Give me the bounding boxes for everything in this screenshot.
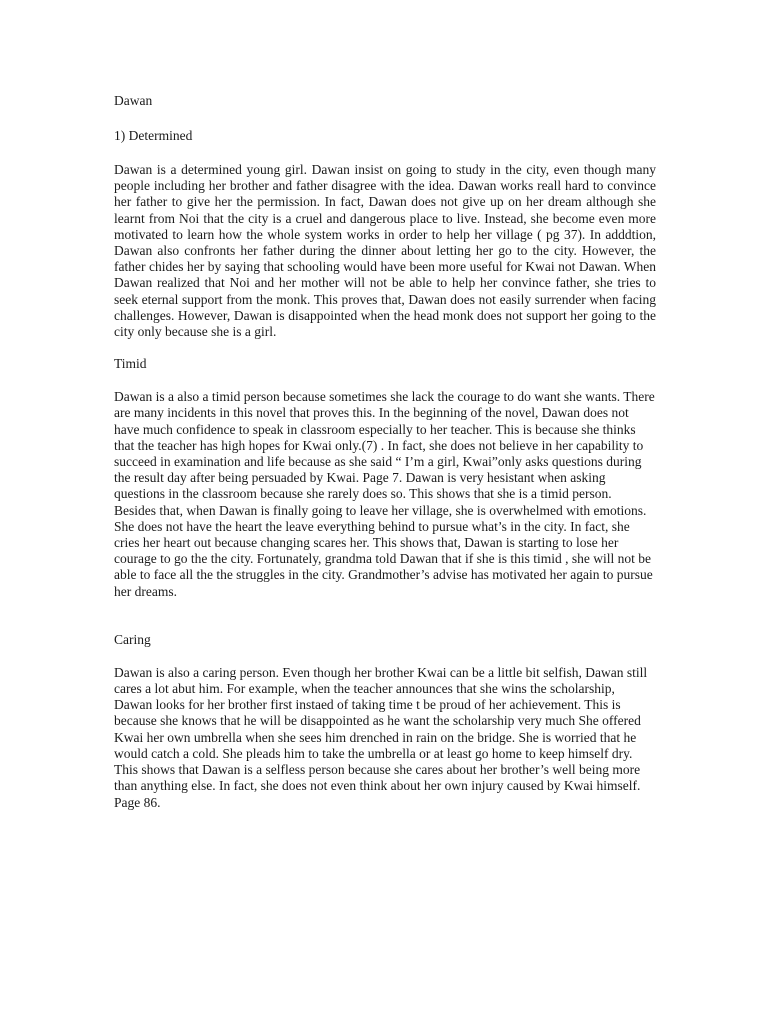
section-text-determined: Dawan is a determined young girl. Dawan insist on going to study in the city, even though many people including her brother and father disagree with the idea. Dawan works reall hard to convince her father to give her the permission. In fact, Dawan does not give up on her dream although she learnt from Noi that the city is a cruel and dangerous place to live. Instead, she become even more motivated to learn how the whole system works in order to help her village ( pg 37). In adddtion, Dawan also confronts her father during the dinner about letting her go to the city. However, the father chides her by saying that schooling would have been more useful for Kwai not Dawan. When Dawan realized that Noi and her mother will not be able to help her convince father, she tries to seek eternal support from the monk. This proves that, Dawan does not easily surrender when facing challenges. However, Dawan is disappointed when the head monk does not support her going to the city only because she is a girl. <box>114 162 656 340</box>
section-heading-caring: Caring <box>114 631 151 647</box>
section-heading-timid: Timid <box>114 356 147 372</box>
section-text-caring: Dawan is also a caring person. Even though her brother Kwai can be a little bit selfish, Dawan still cares a lot abut him. For example, when the teacher announces that she wins the scholarship, Dawan looks for her brother first instaed of taking time t be proud of her achievement. This is because she knows that he will be disappointed as he want the scholarship very much She offered Kwai her own umbrella when she sees him drenched in rain on the bridge. She is worried that he would catch a cold. She pleads him to take the umbrella or at least go home to keep himself dry. This shows that Dawan is a selfless person because she cares about her brother’s well being more than anything else. In fact, she does not even think about her own injury caused by Kwai himself. Page 86. <box>114 664 648 810</box>
document-title: Dawan <box>114 93 153 108</box>
section-text-timid: Dawan is a also a timid person because sometimes she lack the courage to do want she wants. There are many incidents in this novel that proves this. In the beginning of the novel, Dawan does not have much confidence to speak in classroom especially to her teacher. This is because she thinks that the teacher has high hopes for Kwai only.(7) . In fact, she does not believe in her capability to succeed in examination and life because as she said “ I’m a girl, Kwai”only asks questions during the result day after being persuaded by Kwai. Page 7. Dawan is very hesistant when asking questions in the classroom because she rarely does so. This shows that she is a timid person. Besides that, when Dawan is finally going to leave her village, she is overwhelmed with emotions. She does not have the heart the leave everything behind to pursue what’s in the city. In fact, she cries her heart out because changing scares her. This shows that, Dawan is starting to lose her courage to go the the city. Fortunately, grandma told Dawan that if she is this timid , she will not be able to face all the the struggles in the city. Grandmother’s advise has motivated her again to pursue her dreams. <box>114 389 655 599</box>
document-page <box>114 92 656 811</box>
section-heading-determined: 1) Determined <box>114 128 193 143</box>
